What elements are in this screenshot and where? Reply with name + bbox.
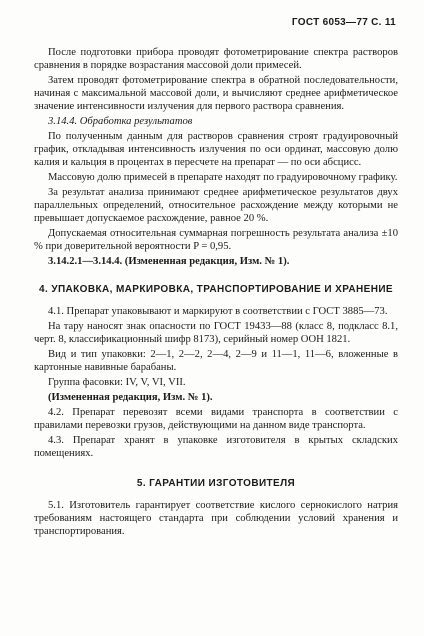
amendment-note: (Измененная редакция, Изм. № 1). [48,392,213,403]
paragraph: По полученным данным для растворов сравнения строят градуировочный график, откладывая интенсивность излучения по оси ординат, массовую долю калия и кальция в процентах в пересчете на препарат — по оси абсцисс. [34,131,398,168]
paragraph: 4.3. Препарат хранят в упаковке изготовителя в крытых складских помещениях. [34,435,398,459]
paragraph: На тару наносят знак опасности по ГОСТ 19433—88 (класс 8, подкласс 8.1, черт. 8, классификационный шифр 8173), серийный номер ООН 1821. [34,321,398,345]
paragraph: 4.1. Препарат упаковывают и маркируют в соответствии с ГОСТ 3885—73. [48,306,388,317]
amendment-note: 3.14.2.1—3.14.4. (Измененная редакция, Изм. № 1). [48,256,290,267]
paragraph: Затем проводят фотометрирование спектра в обратной последовательности, начиная с максимальной массовой доли, и вычисляют среднее арифметическое значение интенсивности излучения для первого раствора сравнения. [34,75,398,112]
paragraph: Массовую долю примесей в препарате находят по градуировочному графику. [48,172,398,183]
paragraph: Группа фасовки: IV, V, VI, VII. [48,377,186,388]
section-heading-4: 4. УПАКОВКА, МАРКИРОВКА, ТРАНСПОРТИРОВАНИЕ И ХРАНЕНИЕ [39,284,393,295]
paragraph: За результат анализа принимают среднее арифметическое результатов двух параллельных определений, относительное расхождение между которыми не превышает допускаемое расхождение, равное 20 %. [34,187,398,224]
paragraph: 4.2. Препарат перевозят всеми видами транспорта в соответствии с правилами перевозки грузов, действующими на данном виде транспорта. [34,407,398,431]
subsection-title: 3.14.4. Обработка результатов [48,116,193,127]
document-body [34,46,398,538]
paragraph: После подготовки прибора проводят фотометрирование спектра растворов сравнения в порядке возрастания массовой доли примесей. [34,47,398,71]
page-header: ГОСТ 6053—77 С. 11 [291,17,396,28]
paragraph: Вид и тип упаковки: 2—1, 2—2, 2—4, 2—9 и 11—1, 11—6, вложенные в картонные навивные барабаны. [34,349,398,373]
paragraph: 5.1. Изготовитель гарантирует соответствие кислого сернокислого натрия требованиям настоящего стандарта при соблюдении условий хранения и транспортирования. [34,500,398,537]
paragraph: Допускаемая относительная суммарная погрешность результата анализа ±10 % при доверительной вероятности P = 0,95. [34,228,398,252]
section-heading-5: 5. ГАРАНТИИ ИЗГОТОВИТЕЛЯ [136,478,296,489]
